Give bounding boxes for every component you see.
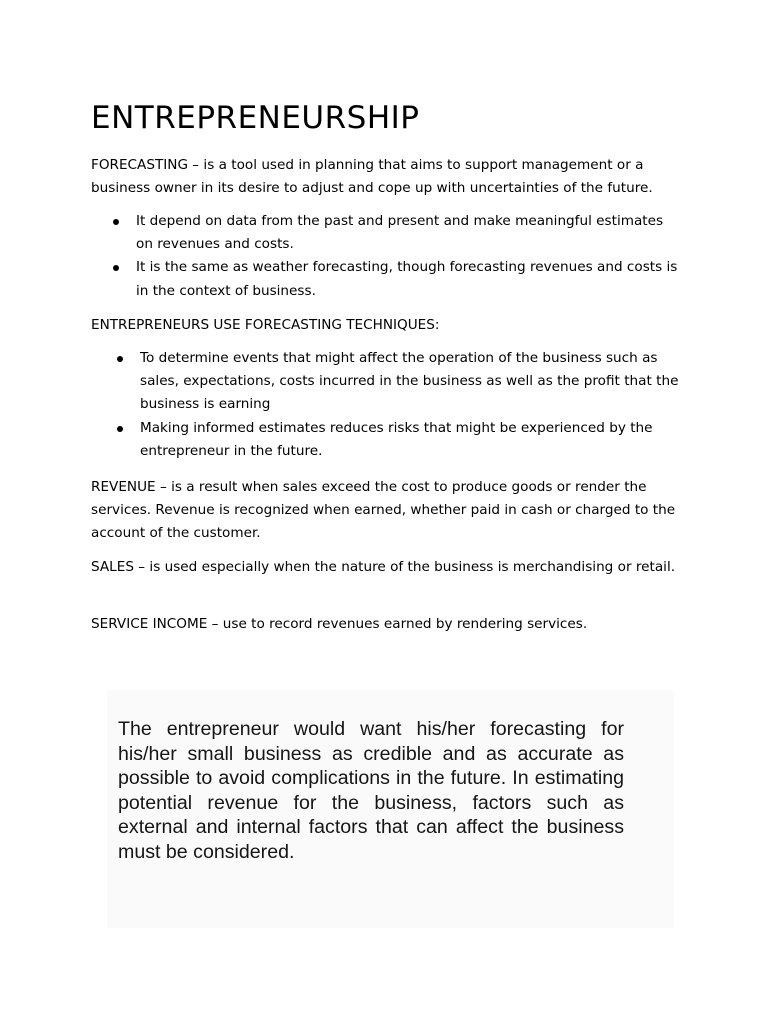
bullet-icon — [113, 265, 119, 271]
techniques-heading-text: ENTREPRENEURS USE FORECASTING TECHNIQUES: — [91, 317, 440, 333]
bullet-icon — [117, 426, 123, 432]
bullet-icon — [113, 219, 119, 225]
sales-definition — [91, 556, 691, 579]
revenue-definition-text: REVENUE – is a result when sales exceed the cost to produce goods or render the services. Revenue is recognized when earned, whether paid in cash or charged to the account of the customer. — [91, 479, 676, 542]
techniques-bullet-list — [140, 347, 681, 463]
scanned-excerpt-text: The entrepreneur would want his/her forecasting for his/her small business as credible and as accurate as possible to avoid complications in the future. In estimating potential revenue for the business, factors such as external and internal factors that can affect the business must be considered. — [118, 718, 624, 863]
revenue-definition — [91, 476, 691, 546]
forecasting-definition — [91, 154, 691, 200]
page-title: ENTREPRENEURSHIP — [91, 100, 420, 136]
list-item-text: It is the same as weather forecasting, though forecasting revenues and costs is in the context of business. — [136, 259, 678, 299]
scanned-excerpt-image — [107, 690, 674, 928]
bullet-icon — [117, 356, 123, 362]
list-item — [136, 256, 681, 302]
list-item — [140, 417, 681, 463]
list-item-text: It depend on data from the past and present and make meaningful estimates on revenues and costs. — [136, 213, 664, 253]
list-item — [136, 210, 681, 256]
forecasting-bullet-list — [136, 210, 681, 303]
sales-definition-text: SALES – is used especially when the nature of the business is merchandising or retail. — [91, 559, 676, 575]
list-item — [140, 347, 681, 417]
list-item-text: Making informed estimates reduces risks that might be experienced by the entrepreneur in the future. — [140, 419, 653, 459]
service-income-definition — [91, 613, 691, 636]
forecasting-definition-text: FORECASTING – is a tool used in planning that aims to support management or a business owner in its desire to adjust and cope up with uncertainties of the future. — [91, 157, 653, 197]
techniques-heading — [91, 314, 691, 337]
list-item-text: To determine events that might affect the operation of the business such as sales, expectations, costs incurred in the business as well as the profit that the business is earning — [140, 350, 679, 413]
service-income-definition-text: SERVICE INCOME – use to record revenues earned by rendering services. — [91, 616, 588, 632]
